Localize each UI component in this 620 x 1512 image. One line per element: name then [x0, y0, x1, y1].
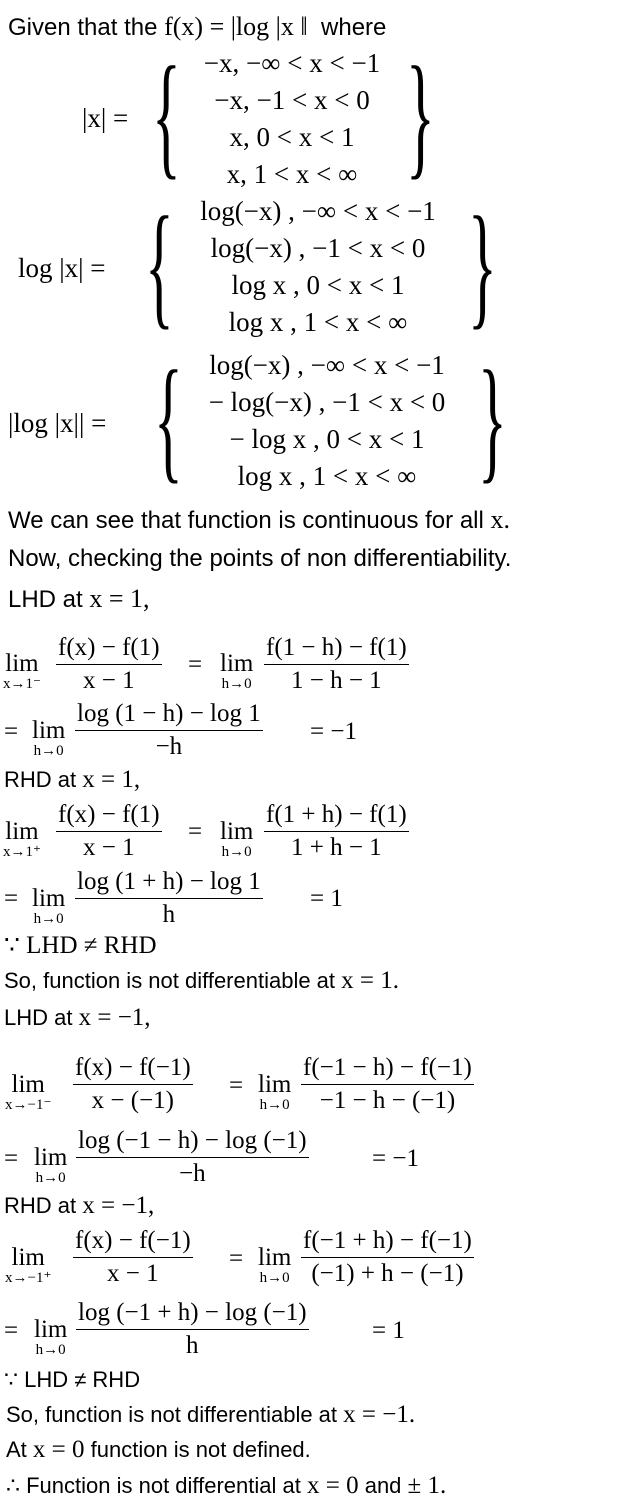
numerator: f(−1 + h) − f(−1): [303, 1227, 472, 1254]
denominator: x − 1: [82, 834, 135, 861]
lim-word: lim: [11, 1071, 45, 1098]
since-lhd-neq-rhd-at-1: ∵ LHD ≠ RHD: [4, 932, 157, 959]
numerator: f(1 + h) − f(1): [266, 801, 407, 828]
fraction: [56, 632, 162, 697]
denominator: −1 − h − (−1): [319, 1087, 456, 1114]
conclusion-math: ± 1.: [407, 1472, 447, 1499]
piecewise-log-abs-x-right-brace: }: [468, 189, 497, 341]
limit-operator: [220, 820, 253, 860]
limit-operator: [258, 1073, 291, 1113]
conclusion: [6, 1472, 446, 1500]
fraction: [76, 1125, 309, 1190]
rhd-at-minus-1-heading: [4, 1192, 154, 1220]
heading-math: x = −1,: [78, 1004, 151, 1031]
piecewise-log-abs-x-cases: [162, 193, 474, 341]
case: x, 1 < x < ∞: [226, 159, 358, 189]
lim-subscript: h→0: [33, 743, 64, 759]
piecewise-abs-x-lhs: |x| =: [82, 103, 129, 133]
piecewise-log-abs-x-left-brace: {: [145, 189, 174, 341]
piecewise-abs-x-right-brace: }: [406, 39, 435, 191]
denominator: −h: [178, 1160, 206, 1187]
not-differentiable-at-1: [4, 967, 399, 995]
lhd-at-minus-1-heading: [4, 1004, 151, 1032]
case: log x , 0 < x < 1: [231, 270, 405, 300]
numerator: log (−1 − h) − log (−1): [78, 1127, 307, 1154]
conclusion-text: and: [358, 1473, 408, 1498]
heading-text: RHD at: [4, 1193, 83, 1218]
lim-word: lim: [5, 650, 39, 677]
equals-sign: =: [188, 651, 203, 678]
statement-text: At: [6, 1437, 33, 1462]
intro-suffix: where: [321, 14, 387, 41]
fraction: [73, 1225, 193, 1290]
lim-word: lim: [220, 650, 254, 677]
piecewise-abs-log-abs-x-cases: [170, 347, 484, 495]
numerator: log (1 − h) − log 1: [77, 700, 261, 727]
numerator: log (−1 + h) − log (−1): [78, 1299, 307, 1326]
rhd-at-1-heading: [4, 766, 140, 794]
limit-operator: [5, 1073, 51, 1113]
fraction: [76, 1297, 309, 1362]
case: x, 0 < x < 1: [229, 122, 355, 152]
fraction: [264, 632, 409, 697]
equals-sign: =: [4, 885, 19, 912]
denominator: (−1) + h − (−1): [311, 1260, 464, 1287]
limit-operator: [32, 719, 65, 759]
lim-subscript: x→−1⁺: [5, 1270, 52, 1286]
result: = −1: [372, 1145, 419, 1172]
denominator: 1 − h − 1: [290, 667, 382, 694]
denominator: 1 + h − 1: [290, 834, 382, 861]
result: = 1: [372, 1317, 405, 1344]
fraction: [75, 866, 263, 931]
lim-subscript: h→0: [259, 1270, 290, 1286]
statement-math: x = −1.: [343, 1401, 416, 1428]
conclusion-math: x = 0: [306, 1472, 359, 1499]
heading-math: x = 1,: [82, 766, 141, 793]
lim-subscript: x→1⁻: [3, 676, 41, 692]
case: − log(−x) , −1 < x < 0: [208, 387, 446, 417]
result: = −1: [310, 718, 357, 745]
lim-subscript: h→0: [35, 1170, 66, 1186]
lim-subscript: h→0: [221, 844, 252, 860]
lim-subscript: h→0: [33, 911, 64, 927]
lhd-at-1-heading: [8, 585, 150, 614]
equals-sign: =: [188, 818, 203, 845]
limit-operator: [34, 1318, 67, 1358]
lim-word: lim: [32, 885, 66, 912]
statement-math: x = 0: [32, 1436, 85, 1463]
fraction: [73, 1052, 193, 1117]
denominator: x − 1: [107, 1260, 159, 1287]
lim-subscript: x→−1⁻: [5, 1097, 52, 1113]
equals-sign: =: [4, 1145, 19, 1172]
heading-math: x = −1,: [82, 1192, 155, 1219]
piecewise-abs-log-abs-x-lhs: |log |x|| =: [8, 408, 107, 438]
limit-operator: [258, 1246, 291, 1286]
numerator: f(x) − f(1): [58, 634, 160, 661]
lim-word: lim: [258, 1071, 292, 1098]
continuity-x: x.: [490, 505, 510, 534]
lim-word: lim: [32, 717, 66, 744]
numerator: f(x) − f(−1): [75, 1227, 191, 1254]
not-defined-at-0: [6, 1436, 311, 1464]
piecewise-abs-log-abs-x-left-brace: {: [154, 343, 183, 495]
piecewise-abs-x-left-brace: {: [152, 39, 181, 191]
denominator: h: [162, 901, 176, 928]
case: log(−x) , −∞ < x < −1: [209, 350, 445, 380]
fraction: [264, 799, 409, 864]
equals-sign: =: [4, 718, 19, 745]
checking-statement: Now, checking the points of non differentiability.: [8, 545, 512, 572]
piecewise-abs-x-cases: [172, 45, 412, 193]
piecewise-abs-log-abs-x-right-brace: }: [478, 343, 507, 495]
heading-text: LHD at: [4, 1005, 79, 1030]
lim-word: lim: [5, 818, 39, 845]
fraction: [75, 698, 263, 763]
statement-text: So, function is not differentiable at: [6, 1402, 344, 1427]
equals-sign: =: [229, 1245, 244, 1272]
case: log(−x) , −1 < x < 0: [210, 233, 426, 263]
denominator: h: [186, 1332, 199, 1359]
equals-sign: =: [229, 1072, 244, 1099]
intro-function-expr: f(x) = |log |x ‖: [164, 12, 308, 41]
denominator: x − 1: [82, 667, 135, 694]
numerator: f(x) − f(1): [58, 801, 160, 828]
result: = 1: [310, 885, 343, 912]
limit-operator: [34, 1146, 67, 1186]
continuity-text: We can see that function is continuous for all: [8, 507, 491, 534]
lim-subscript: h→0: [221, 676, 252, 692]
heading-text: LHD at: [8, 586, 90, 613]
fraction: [301, 1052, 474, 1117]
numerator: f(x) − f(−1): [75, 1054, 191, 1081]
lim-word: lim: [220, 818, 254, 845]
limit-operator: [3, 820, 41, 860]
case: −x, −1 < x < 0: [214, 85, 370, 115]
statement-math: x = 1.: [341, 967, 400, 994]
heading-math: x = 1,: [89, 584, 150, 613]
numerator: f(−1 − h) − f(−1): [303, 1054, 472, 1081]
numerator: log (1 + h) − log 1: [77, 868, 261, 895]
case: log x , 1 < x < ∞: [237, 461, 417, 491]
limit-operator: [32, 887, 65, 927]
lim-word: lim: [258, 1244, 292, 1271]
heading-text: RHD at: [4, 767, 83, 792]
limit-operator: [220, 652, 253, 692]
numerator: f(1 − h) − f(1): [266, 634, 407, 661]
lim-subscript: h→0: [35, 1342, 66, 1358]
statement-text: So, function is not differentiable at: [4, 968, 342, 993]
conclusion-text: ∴ Function is not differential at: [6, 1473, 307, 1498]
denominator: x − (−1): [91, 1087, 174, 1114]
fraction: [56, 799, 162, 864]
not-differentiable-at-minus-1: [6, 1401, 415, 1429]
equals-sign: =: [4, 1317, 19, 1344]
lim-subscript: h→0: [259, 1097, 290, 1113]
case: −x, −∞ < x < −1: [203, 48, 381, 78]
intro-prefix: Given that the: [8, 14, 165, 41]
since-lhd-neq-rhd-at-minus-1: ∵ LHD ≠ RHD: [4, 1367, 141, 1392]
case: log(−x) , −∞ < x < −1: [200, 196, 436, 226]
piecewise-log-abs-x-lhs: log |x| =: [18, 253, 106, 283]
lim-subscript: x→1⁺: [3, 844, 41, 860]
lim-word: lim: [34, 1144, 68, 1171]
fraction: [301, 1225, 474, 1290]
limit-operator: [5, 1246, 51, 1286]
continuity-statement: [8, 506, 510, 535]
lim-word: lim: [34, 1316, 68, 1343]
case: log x , 1 < x < ∞: [228, 307, 408, 337]
case: − log x , 0 < x < 1: [229, 424, 425, 454]
statement-text: function is not defined.: [84, 1437, 311, 1462]
limit-operator: [3, 652, 41, 692]
lim-word: lim: [11, 1244, 45, 1271]
denominator: −h: [155, 733, 183, 760]
intro-line: [8, 13, 386, 42]
